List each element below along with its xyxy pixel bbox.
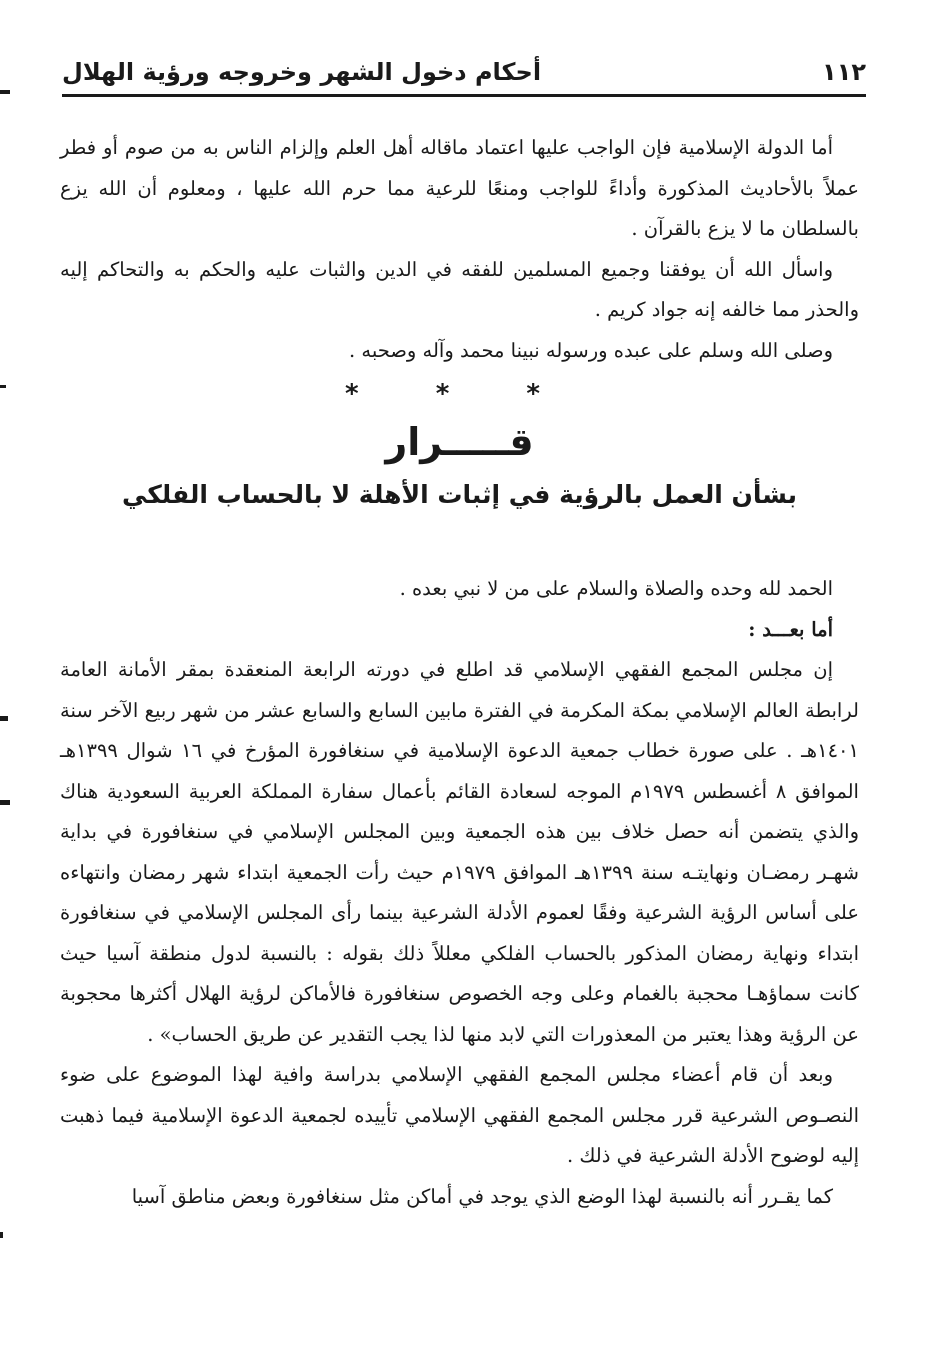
resolution-paragraph-3: كما يقـرر أنه بالنسبة لهذا الوضع الذي يوجد في أماكن مثل سنغافورة وبعض مناطق آسيا	[131, 1184, 833, 1208]
scan-edge-mark	[0, 1232, 3, 1238]
intro-paragraph-1: أما الدولة الإسلامية فإن الواجب عليها اعتماد ماقاله أهل العلم وإلزام الناس به من صوم أو فطر عملاً بالأحاديث المذكورة وأداءً للواجب ومنعًا للرعية مما حرم الله عليها ، ومعلوم أن الله يزع بالسلطان ما لا يزع بالقرآن .	[60, 136, 859, 240]
resolution-after: أما بعـــد :	[748, 617, 833, 641]
section-separator: * * *	[345, 379, 574, 409]
resolution-opening: الحمد لله وحده والصلاة والسلام على من لا نبي بعده .	[399, 577, 833, 600]
page-number: ١١٢	[822, 58, 866, 86]
resolution-paragraph-1: إن مجلس المجمع الفقهي الإسلامي قد اطلع في دورته الرابعة المنعقدة بمقر الأمانة العامة لرابطة العالم الإسلامي بمكة المكرمة في الفترة مابين السابع والسابع عشر من شهر ربيع الآخر سنة ١٤٠١هـ . على صورة خطاب جمعية الدعوة الإسلامية في سنغافورة المؤرخ في ١٦ شوال ١٣٩٩هـ الموافق ٨ أغسطس ١٩٧٩م الموجه لسعادة القائم بأعمال سفارة المملكة العربية السعودية هناك والذي يتضمن أنه حصل خلاف بين هذه الجمعية وبين المجلس الإسلامي في سنغافورة في بداية شهـر رمضـان ونهايتـه سنة ١٣٩٩هـ الموافق ١٩٧٩م حيث رأت الجمعية ابتداء شهر رمضان وانتهاءه على أساس الرؤية الشرعية وفقًا لعموم الأدلة الشرعية بينما رأى المجلس الإسلامي في سنغافورة ابتداء ونهاية رمضان المذكور بالحساب الفلكي معللاً ذلك بقوله : بالنسبة لدول منطقة آسيا حيث كانت سماؤهـا محجبة بالغمام وعلى وجه الخصوص سنغافورة فالأماكن لرؤية الهلال أكثرها محجوبة عن الرؤية وهذا يعتبر من المعذورات التي لابد منها لذا يجب التقدير عن طريق الحساب» .	[60, 658, 859, 1046]
closing-line: وصلى الله وسلم على عبده ورسوله نبينا محمد وآله وصحبه .	[349, 338, 833, 362]
scan-edge-mark	[0, 90, 10, 94]
body-text	[60, 128, 859, 1217]
header-rule	[62, 94, 866, 97]
resolution-subtitle: بشأن العمل بالرؤية في إثبات الأهلة لا بالحساب الفلكي	[121, 480, 798, 509]
resolution-title: قـــــرار	[385, 420, 534, 464]
running-header	[62, 48, 866, 92]
scan-edge-mark	[0, 800, 10, 805]
header-title: أحكام دخول الشهر وخروجه ورؤية الهلال	[62, 58, 542, 86]
scan-edge-mark	[0, 385, 6, 388]
intro-paragraph-2: واسأل الله أن يوفقنا وجميع المسلمين للفقه في الدين والثبات عليه والحكم به والتحاكم إليه والحذر مما خالفه إنه جواد كريم .	[60, 257, 859, 321]
scan-edge-mark	[0, 716, 8, 721]
resolution-paragraph-2: وبعد أن قام أعضاء مجلس المجمع الفقهي الإسلامي بدراسة وافية لهذا الموضوع على ضوء النصـوص الشرعية قرر مجلس المجمع الفقهي الإسلامي تأييده لجمعية الدعوة الإسلامية فيما ذهبت إليه لوضوح الأدلة الشرعية في ذلك .	[60, 1063, 859, 1167]
